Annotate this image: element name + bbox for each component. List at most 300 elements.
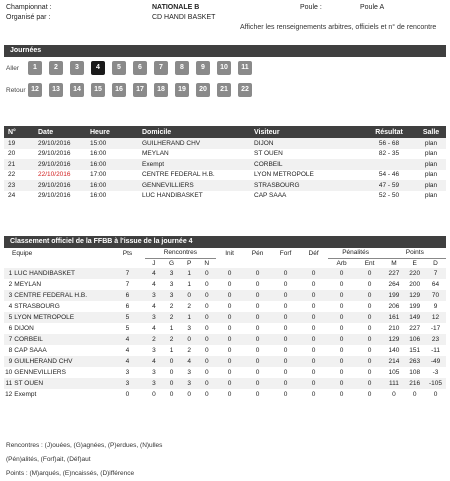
- stat-cell: 0: [180, 334, 198, 345]
- stat-cell: 4: [145, 268, 163, 279]
- stat-cell: 0: [216, 389, 244, 400]
- stat-cell: 0: [244, 279, 272, 290]
- stat-cell: 149: [404, 312, 425, 323]
- stat-cell: 161: [384, 312, 405, 323]
- team-name[interactable]: ST OUEN: [12, 378, 110, 389]
- stat-cell: 0: [300, 323, 328, 334]
- match-time: 16:00: [86, 159, 138, 170]
- stat-cell: 199: [404, 301, 425, 312]
- col-init: Init: [225, 249, 234, 257]
- match-away: DIJON: [250, 138, 362, 149]
- journee-button-4[interactable]: 4: [91, 61, 105, 75]
- stat-cell: 0: [328, 367, 356, 378]
- standings-title: Classement officiel de la FFBB à l'issue de la journée 4: [4, 236, 446, 248]
- stat-cell: 0: [272, 268, 300, 279]
- match-venue-link[interactable]: plan: [412, 170, 446, 181]
- matches-col-5: Résultat: [362, 126, 412, 138]
- journee-button-15[interactable]: 15: [91, 83, 105, 97]
- aller-row: [4, 57, 446, 79]
- stat-cell: 0: [300, 345, 328, 356]
- stat-cell: 0: [198, 312, 216, 323]
- stat-cell: 64: [425, 279, 446, 290]
- stat-cell: -49: [425, 356, 446, 367]
- stat-cell: 2: [163, 301, 181, 312]
- match-time: 16:00: [86, 180, 138, 191]
- journee-button-20[interactable]: 20: [196, 83, 210, 97]
- match-date: 22/10/2016: [34, 170, 86, 181]
- stat-cell: 1: [180, 312, 198, 323]
- stat-cell: 0: [272, 356, 300, 367]
- stat-cell: 0: [180, 290, 198, 301]
- col-ent: Ent: [364, 259, 375, 267]
- rank: 9: [4, 356, 12, 367]
- journee-button-5[interactable]: 5: [112, 61, 126, 75]
- stat-cell: 0: [356, 334, 384, 345]
- stat-cell: 1: [180, 279, 198, 290]
- stat-cell: 108: [404, 367, 425, 378]
- rank: 7: [4, 334, 12, 345]
- journee-button-9[interactable]: 9: [196, 61, 210, 75]
- col-d: D: [433, 259, 438, 267]
- rank: 3: [4, 290, 12, 301]
- team-name[interactable]: LUC HANDIBASKET: [12, 268, 110, 279]
- stat-cell: 0: [328, 290, 356, 301]
- match-number: 21: [4, 159, 34, 170]
- stat-cell: 0: [163, 356, 181, 367]
- standings-row: [4, 345, 446, 356]
- standings-header-top: [4, 248, 446, 258]
- stat-cell: 0: [216, 345, 244, 356]
- stat-cell: 0: [272, 279, 300, 290]
- stat-cell: 0: [163, 389, 181, 400]
- stat-cell: 0: [272, 378, 300, 389]
- stat-cell: 12: [425, 312, 446, 323]
- stat-cell: 3: [145, 345, 163, 356]
- stat-cell: 2: [163, 334, 181, 345]
- stat-cell: 0: [163, 378, 181, 389]
- stat-cell: 0: [216, 367, 244, 378]
- aller-label: Aller: [6, 65, 20, 72]
- standings-row: [4, 356, 446, 367]
- stat-cell: 200: [404, 279, 425, 290]
- stat-cell: 0: [198, 389, 216, 400]
- stat-cell: 0: [216, 323, 244, 334]
- stat-cell: 0: [272, 301, 300, 312]
- journee-button-2[interactable]: 2: [49, 61, 63, 75]
- standings-row: [4, 389, 446, 400]
- stat-cell: 0: [356, 389, 384, 400]
- match-result[interactable]: [362, 159, 412, 170]
- stat-cell: 0: [356, 268, 384, 279]
- organise-label: Organisé par :: [6, 14, 51, 21]
- journee-button-19[interactable]: 19: [175, 83, 189, 97]
- stat-cell: 7: [110, 279, 145, 290]
- journee-button-14[interactable]: 14: [70, 83, 84, 97]
- journee-button-7[interactable]: 7: [154, 61, 168, 75]
- stat-cell: 0: [198, 301, 216, 312]
- stat-cell: 4: [110, 334, 145, 345]
- col-j: J: [152, 259, 156, 267]
- match-date: 29/10/2016: [34, 180, 86, 191]
- rank: 12: [5, 391, 13, 398]
- stat-cell: 0: [300, 367, 328, 378]
- col-rencontres: Rencontres: [145, 248, 216, 258]
- retour-row: [4, 79, 446, 101]
- journee-button-8[interactable]: 8: [175, 61, 189, 75]
- poule-label: Poule :: [300, 4, 322, 11]
- stat-cell: 3: [145, 367, 163, 378]
- stat-cell: 0: [328, 345, 356, 356]
- stat-cell: 0: [198, 334, 216, 345]
- stat-cell: 0: [425, 389, 446, 400]
- stat-cell: 4: [145, 323, 163, 334]
- match-away: CAP SAAA: [250, 191, 362, 202]
- stat-cell: 4: [145, 356, 163, 367]
- match-number: 22: [4, 170, 34, 181]
- stat-cell: 0: [300, 279, 328, 290]
- competition-header: [6, 3, 446, 23]
- stat-cell: 0: [244, 312, 272, 323]
- journee-button-18[interactable]: 18: [154, 83, 168, 97]
- stat-cell: 0: [328, 389, 356, 400]
- stat-cell: 0: [300, 378, 328, 389]
- stat-cell: 0: [356, 290, 384, 301]
- stat-cell: 6: [110, 290, 145, 301]
- stat-cell: 0: [110, 389, 145, 400]
- stat-cell: 140: [384, 345, 405, 356]
- stat-cell: 0: [300, 301, 328, 312]
- journee-button-12[interactable]: 12: [28, 83, 42, 97]
- stat-cell: 210: [384, 323, 405, 334]
- stat-cell: 9: [425, 301, 446, 312]
- rank: 8: [4, 345, 12, 356]
- team-name[interactable]: GUILHERAND CHV: [12, 356, 110, 367]
- stat-cell: 0: [198, 290, 216, 301]
- team-name[interactable]: CENTRE FEDERAL H.B.: [12, 290, 110, 301]
- team-name[interactable]: STRASBOURG: [12, 301, 110, 312]
- stat-cell: 0: [216, 301, 244, 312]
- col-forf: Forf: [279, 249, 292, 257]
- stat-cell: -11: [425, 345, 446, 356]
- matches-table: [4, 126, 446, 201]
- stat-cell: 151: [404, 345, 425, 356]
- stat-cell: 0: [384, 389, 405, 400]
- team-name[interactable]: MEYLAN: [12, 279, 110, 290]
- journee-button-13[interactable]: 13: [49, 83, 63, 97]
- standings-row: [4, 334, 446, 345]
- col-n: N: [204, 259, 210, 267]
- stat-cell: 2: [145, 334, 163, 345]
- stat-cell: 1: [163, 323, 181, 334]
- match-result[interactable]: 52 - 50: [362, 191, 412, 202]
- team-name[interactable]: CORBEIL: [12, 334, 110, 345]
- match-date: 29/10/2016: [34, 159, 86, 170]
- stat-cell: 3: [163, 290, 181, 301]
- stat-cell: 227: [384, 268, 405, 279]
- matches-col-3: Domicile: [138, 126, 250, 138]
- journee-button-6[interactable]: 6: [133, 61, 147, 75]
- rank: 2: [4, 279, 12, 290]
- matches-col-1: Date: [34, 126, 86, 138]
- stat-cell: 0: [272, 367, 300, 378]
- rank: 10: [5, 369, 13, 376]
- stat-cell: 0: [328, 323, 356, 334]
- match-number: 24: [4, 191, 34, 202]
- stat-cell: -3: [425, 367, 446, 378]
- stat-cell: 0: [272, 312, 300, 323]
- stat-cell: 0: [356, 367, 384, 378]
- match-time: 15:00: [86, 138, 138, 149]
- stat-cell: -105: [425, 378, 446, 389]
- match-row: [4, 170, 446, 181]
- show-referees-link[interactable]: Afficher les renseignements arbitres, officiels et n° de rencontre: [240, 24, 437, 31]
- journee-button-1[interactable]: 1: [28, 61, 42, 75]
- stat-cell: 4: [110, 356, 145, 367]
- match-venue-link[interactable]: plan: [412, 149, 446, 160]
- stat-cell: 4: [180, 356, 198, 367]
- stat-cell: 0: [328, 268, 356, 279]
- stat-cell: 105: [384, 367, 405, 378]
- matches-col-2: Heure: [86, 126, 138, 138]
- team-name[interactable]: Exempt: [12, 389, 110, 400]
- stat-cell: 0: [216, 356, 244, 367]
- match-result[interactable]: 56 - 68: [362, 138, 412, 149]
- match-number: 23: [4, 180, 34, 191]
- stat-cell: 0: [244, 378, 272, 389]
- stat-cell: 3: [180, 323, 198, 334]
- standings-row: [4, 279, 446, 290]
- standings-row: [4, 378, 446, 389]
- stat-cell: 0: [272, 323, 300, 334]
- match-row: [4, 159, 446, 170]
- journee-button-16[interactable]: 16: [112, 83, 126, 97]
- match-number: 20: [4, 149, 34, 160]
- journee-button-21[interactable]: 21: [217, 83, 231, 97]
- stat-cell: 3: [180, 367, 198, 378]
- stat-cell: 0: [328, 279, 356, 290]
- stat-cell: 106: [404, 334, 425, 345]
- stat-cell: 1: [163, 345, 181, 356]
- stat-cell: 0: [272, 334, 300, 345]
- standings-header-sub: [4, 258, 446, 268]
- organise-value: CD HANDI BASKET: [152, 14, 216, 21]
- legend-penalites: (Pén)alités, (Forf)ait, (Déf)aut: [6, 456, 91, 463]
- stat-cell: 4: [145, 279, 163, 290]
- legend-rencontres: Rencontres : (J)ouées, (G)agnées, (P)erdues, (N)ulles: [6, 442, 163, 449]
- stat-cell: 0: [404, 389, 425, 400]
- stat-cell: 0: [356, 345, 384, 356]
- stat-cell: 6: [110, 301, 145, 312]
- stat-cell: 214: [384, 356, 405, 367]
- stat-cell: 7: [110, 268, 145, 279]
- stat-cell: 0: [328, 378, 356, 389]
- stat-cell: 4: [110, 345, 145, 356]
- rank: 11: [5, 380, 13, 387]
- stat-cell: 0: [244, 389, 272, 400]
- col-points: Points: [384, 248, 446, 258]
- match-row: [4, 191, 446, 202]
- match-time: 16:00: [86, 149, 138, 160]
- col-p: P: [186, 259, 192, 267]
- match-home: GUILHERAND CHV: [138, 138, 250, 149]
- stat-cell: 3: [110, 367, 145, 378]
- match-home: Exempt: [138, 159, 250, 170]
- rank: 4: [4, 301, 12, 312]
- standings-row: [4, 301, 446, 312]
- stat-cell: 3: [163, 279, 181, 290]
- stat-cell: 0: [216, 378, 244, 389]
- stat-cell: 0: [244, 345, 272, 356]
- stat-cell: 5: [110, 323, 145, 334]
- match-venue-link[interactable]: plan: [412, 138, 446, 149]
- journee-button-17[interactable]: 17: [133, 83, 147, 97]
- stat-cell: 0: [216, 268, 244, 279]
- stat-cell: 0: [300, 356, 328, 367]
- stat-cell: 0: [244, 268, 272, 279]
- stat-cell: 0: [244, 323, 272, 334]
- standings-row: [4, 268, 446, 279]
- team-name[interactable]: GENNEVILLIERS: [12, 367, 110, 378]
- match-home: LUC HANDIBASKET: [138, 191, 250, 202]
- stat-cell: 0: [180, 389, 198, 400]
- journee-button-3[interactable]: 3: [70, 61, 84, 75]
- standings-row: [4, 312, 446, 323]
- match-number: 19: [4, 138, 34, 149]
- stat-cell: 0: [216, 312, 244, 323]
- matches-header-row: [4, 126, 446, 138]
- stat-cell: 3: [163, 268, 181, 279]
- stat-cell: 0: [272, 290, 300, 301]
- stat-cell: 0: [145, 389, 163, 400]
- stat-cell: 1: [180, 268, 198, 279]
- matches-col-4: Visiteur: [250, 126, 362, 138]
- match-result[interactable]: 47 - 59: [362, 180, 412, 191]
- stat-cell: 0: [198, 367, 216, 378]
- stat-cell: 206: [384, 301, 405, 312]
- stat-cell: 2: [180, 301, 198, 312]
- stat-cell: 0: [244, 290, 272, 301]
- stat-cell: 2: [180, 345, 198, 356]
- match-away: CORBEIL: [250, 159, 362, 170]
- match-home: MEYLAN: [138, 149, 250, 160]
- match-time: 16:00: [86, 191, 138, 202]
- stat-cell: 23: [425, 334, 446, 345]
- match-result[interactable]: 54 - 46: [362, 170, 412, 181]
- stat-cell: 0: [300, 312, 328, 323]
- match-row: [4, 180, 446, 191]
- match-date: 29/10/2016: [34, 138, 86, 149]
- standings-row: [4, 323, 446, 334]
- stat-cell: 0: [328, 334, 356, 345]
- retour-label: Retour: [6, 87, 26, 94]
- stat-cell: 0: [328, 312, 356, 323]
- team-name[interactable]: LYON METROPOLE: [12, 312, 110, 323]
- stat-cell: 0: [356, 301, 384, 312]
- match-away: STRASBOURG: [250, 180, 362, 191]
- journee-button-22[interactable]: 22: [238, 83, 252, 97]
- stat-cell: 2: [163, 312, 181, 323]
- rank: 6: [4, 323, 12, 334]
- stat-cell: 0: [198, 378, 216, 389]
- stat-cell: 0: [300, 334, 328, 345]
- col-arb: Arb: [336, 259, 347, 267]
- col-equipe: Equipe: [12, 249, 33, 257]
- stat-cell: 0: [216, 279, 244, 290]
- match-away: ST OUEN: [250, 149, 362, 160]
- stat-cell: 3: [110, 378, 145, 389]
- match-home: GENNEVILLIERS: [138, 180, 250, 191]
- standings-panel: [4, 236, 446, 400]
- standings-row: [4, 290, 446, 301]
- match-time: 17:00: [86, 170, 138, 181]
- col-pts: Pts: [122, 249, 133, 257]
- stat-cell: -17: [425, 323, 446, 334]
- stat-cell: 0: [216, 290, 244, 301]
- stat-cell: 0: [300, 290, 328, 301]
- match-away: LYON METROPOLE: [250, 170, 362, 181]
- match-venue-link[interactable]: plan: [412, 159, 446, 170]
- stat-cell: 0: [272, 389, 300, 400]
- stat-cell: 0: [244, 367, 272, 378]
- stat-cell: 199: [384, 290, 405, 301]
- stat-cell: 0: [356, 312, 384, 323]
- standings-row: [4, 367, 446, 378]
- stat-cell: 3: [180, 378, 198, 389]
- rank: 1: [4, 268, 12, 279]
- stat-cell: 70: [425, 290, 446, 301]
- stat-cell: 0: [272, 345, 300, 356]
- match-venue-link[interactable]: plan: [412, 191, 446, 202]
- stat-cell: 3: [145, 378, 163, 389]
- stat-cell: 0: [198, 345, 216, 356]
- stat-cell: 7: [425, 268, 446, 279]
- legend-points: Points : (M)arqués, (E)ncaissés, (D)ifférence: [6, 470, 135, 477]
- stat-cell: 4: [145, 301, 163, 312]
- stat-cell: 0: [244, 334, 272, 345]
- match-date: 29/10/2016: [34, 149, 86, 160]
- stat-cell: 227: [404, 323, 425, 334]
- match-result[interactable]: 82 - 35: [362, 149, 412, 160]
- team-name[interactable]: CAP SAAA: [12, 345, 110, 356]
- journee-button-10[interactable]: 10: [217, 61, 231, 75]
- stat-cell: 0: [198, 279, 216, 290]
- championnat-label: Championnat :: [6, 4, 52, 11]
- col-e: E: [412, 259, 417, 267]
- stat-cell: 0: [198, 323, 216, 334]
- col-def: Déf: [308, 249, 319, 257]
- poule-value: Poule A: [360, 4, 385, 11]
- stat-cell: 0: [356, 323, 384, 334]
- stat-cell: 3: [145, 312, 163, 323]
- col-g: G: [168, 259, 175, 267]
- stat-cell: 263: [404, 356, 425, 367]
- col-penalites: Pénalités: [328, 248, 384, 258]
- stat-cell: 5: [110, 312, 145, 323]
- stat-cell: 216: [404, 378, 425, 389]
- stat-cell: 264: [384, 279, 405, 290]
- stat-cell: 0: [163, 367, 181, 378]
- team-name[interactable]: DIJON: [12, 323, 110, 334]
- match-venue-link[interactable]: plan: [412, 180, 446, 191]
- stat-cell: 0: [300, 389, 328, 400]
- match-row: [4, 138, 446, 149]
- journees-title: Journées: [4, 45, 446, 57]
- rank: 5: [4, 312, 12, 323]
- stat-cell: 0: [356, 378, 384, 389]
- match-row: [4, 149, 446, 160]
- stat-cell: 0: [300, 268, 328, 279]
- journee-button-11[interactable]: 11: [238, 61, 252, 75]
